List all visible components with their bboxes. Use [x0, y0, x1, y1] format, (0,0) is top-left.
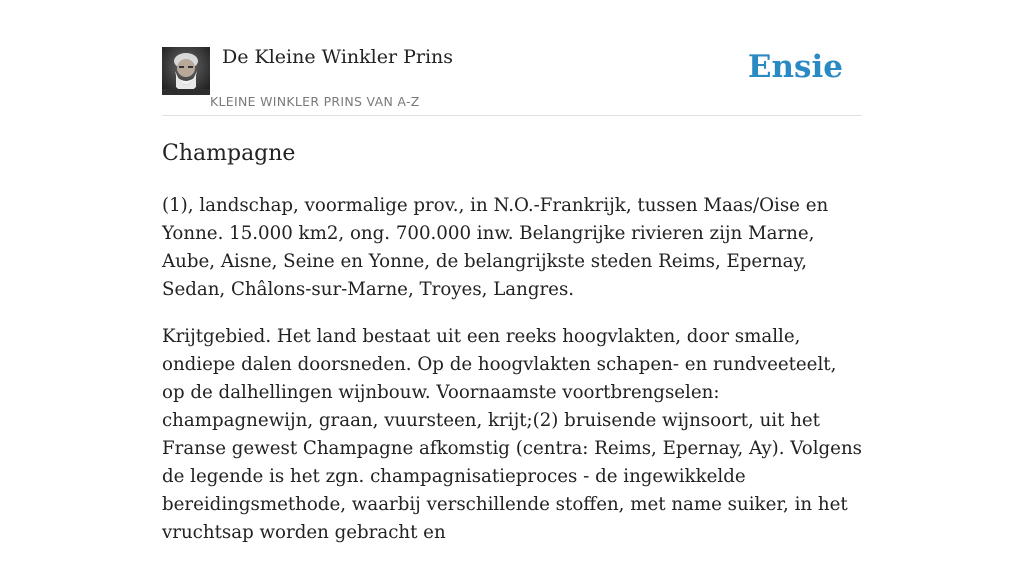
- bearded-man-portrait-icon: [162, 47, 210, 95]
- brand-logo-link[interactable]: Ensie: [747, 49, 843, 85]
- article-title: Champagne: [162, 141, 296, 166]
- header-divider: [162, 115, 862, 116]
- article-paragraph: Krijtgebied. Het land bestaat uit een reeks hoogvlakten, door smalle, ondiepe dalen doorsneden. Op de hoogvlakten schapen- en rundveeteelt, op de dalhellingen wijnbouw. Voornaamste voortbrengselen: champagnewijn, graan, vuursteen, krijt;(2) bruisende wijnsoort, uit het Franse gewest Champagne afkomstig (centra: Reims, Epernay, Ay). Volgens de legende is het zgn. champagnisatieproces - de ingewikkelde bereidingsmethode, waarbij verschillende stoffen, met name suiker, in het vruchtsap worden gebracht en: [162, 326, 862, 543]
- article-paragraph: (1), landschap, voormalige prov., in N.O.-Frankrijk, tussen Maas/Oise en Yonne. 15.000 km2, ong. 700.000 inw. Belangrijke rivieren zijn Marne, Aube, Aisne, Seine en Yonne, de belangrijkste steden Reims, Epernay, Sedan, Châlons-sur-Marne, Troyes, Langres.: [162, 195, 829, 300]
- article-body: [162, 192, 862, 547]
- source-title-link[interactable]: De Kleine Winkler Prins: [222, 46, 454, 68]
- source-subtitle: KLEINE WINKLER PRINS VAN A-Z: [210, 94, 420, 109]
- source-header: [162, 45, 862, 115]
- avatar[interactable]: [162, 47, 210, 95]
- article: [162, 138, 862, 566]
